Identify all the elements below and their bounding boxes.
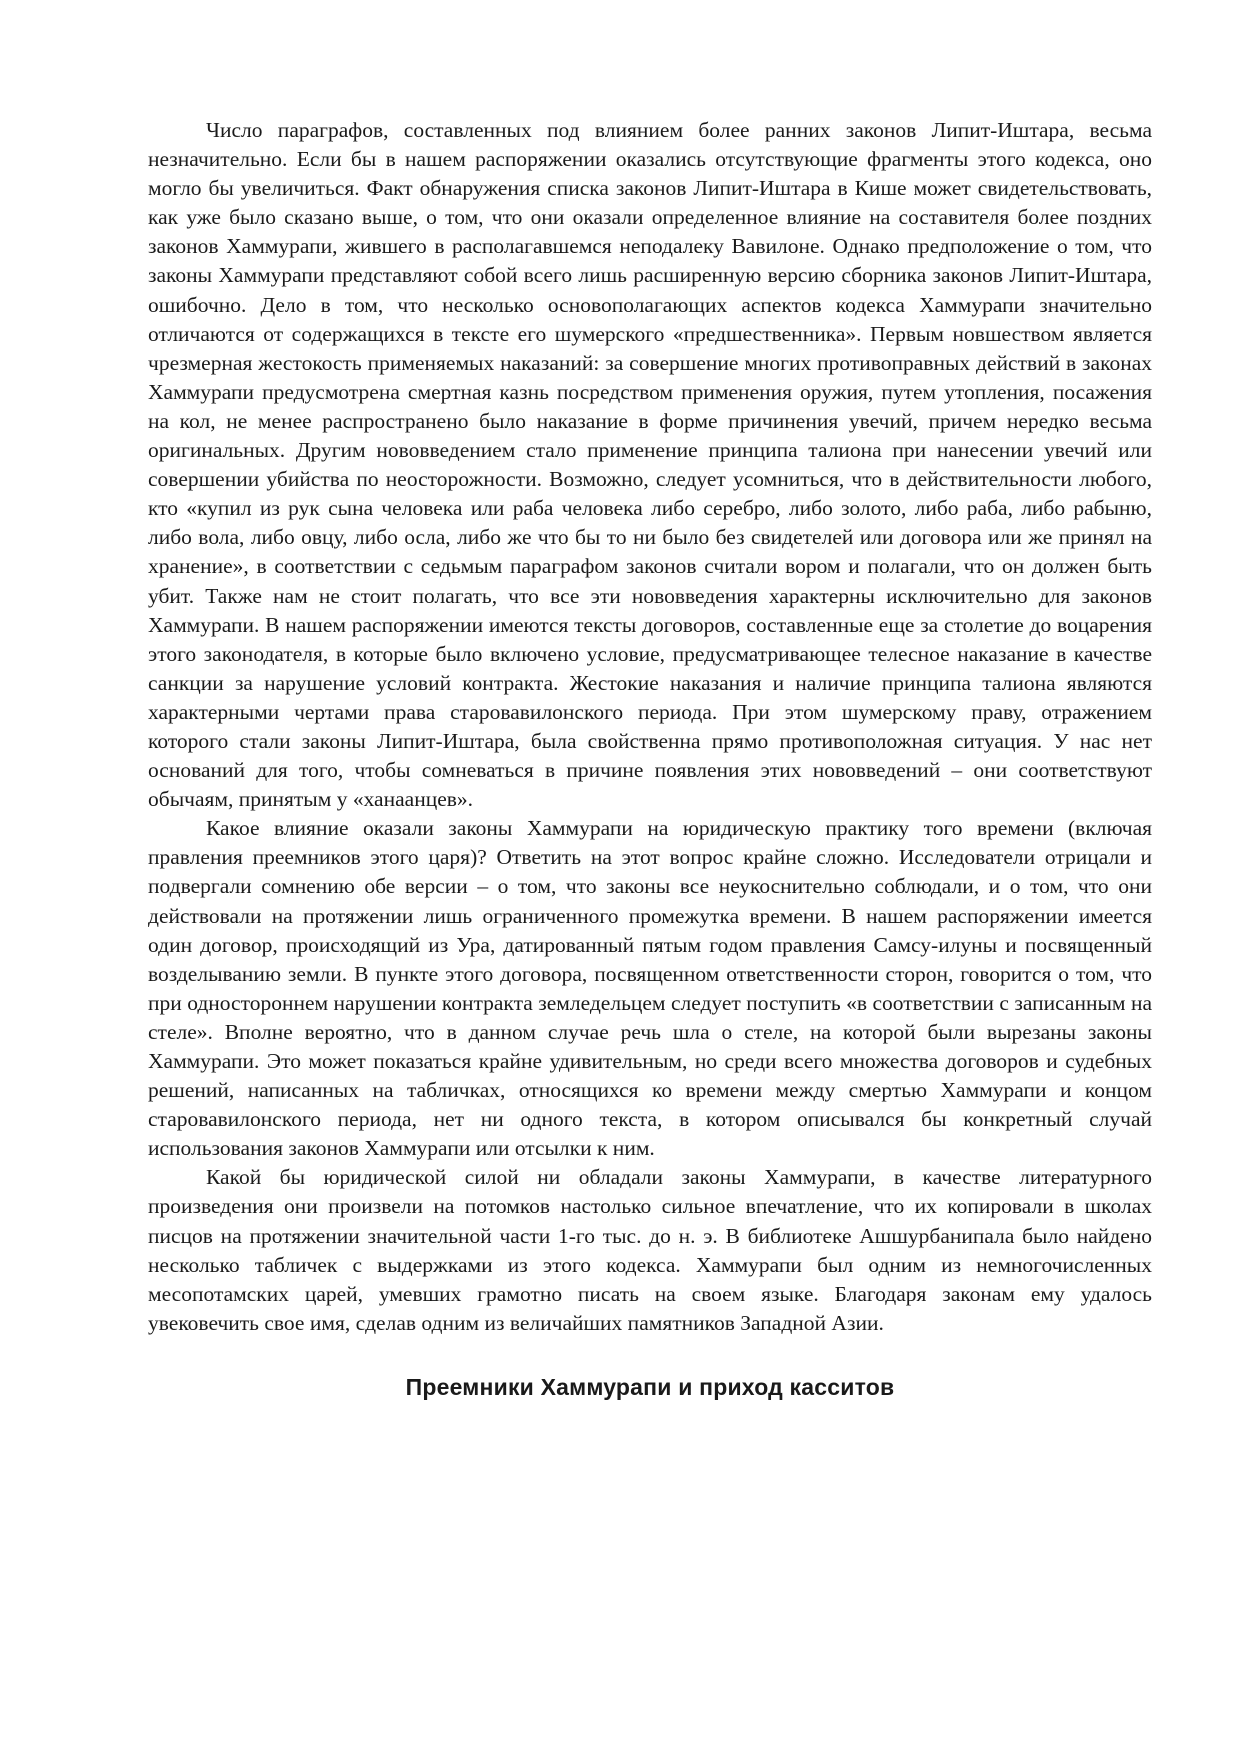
paragraph-literary-legacy: Какой бы юридической силой ни обладали законы Хаммурапи, в качестве литературного произведения они произвели на потомков настолько сильное впечатление, что их копировали в школах писцов на протяжении значительной части 1-го тыс. до н. э. В библиотеке Ашшурбанипала было найдено несколько табличек с выдержками из этого кодекса. Хаммурапи был одним из немногочисленных месопотамских царей, умевших грамотно писать на своем языке. Благодаря законам ему удалось увековечить свое имя, сделав одним из величайших памятников Западной Азии. — [148, 1165, 1152, 1335]
section-heading: Преемники Хаммурапи и приход касситов — [405, 1373, 895, 1400]
paragraph-legal-practice: Какое влияние оказали законы Хаммурапи на юридическую практику того времени (включая правления преемников этого царя)? Ответить на этот вопрос крайне сложно. Исследователи отрицали и подвергали сомнению обе версии – о том, что законы все неукоснительно соблюдали, и о том, что они действовали на протяжении лишь ограниченного промежутка времени. В нашем распоряжении имеется один договор, происходящий из Ура, датированный пятым годом правления Самсу-илуны и посвященный возделыванию земли. В пункте этого договора, посвященном ответственности сторон, говорится о том, что при одностороннем нарушении контракта земледельцем следует поступить «в соответствии с записанным на стеле». Вполне вероятно, что в данном случае речь шла о стеле, на которой были вырезаны законы Хаммурапи. Это может показаться крайне удивительным, но среди всего множества договоров и судебных решений, написанных на табличках, относящихся ко времени между смертью Хаммурапи и концом старовавилонского периода, нет ни одного текста, в котором описывался бы конкретный случай использования законов Хаммурапи или отсылки к ним. — [148, 816, 1152, 1161]
paragraph-lipit-ishtar-influence: Число параграфов, составленных под влиянием более ранних законов Липит-Иштара, весьма незначительно. Если бы в нашем распоряжении оказались отсутствующие фрагменты этого кодекса, оно могло бы увеличиться. Факт обнаружения списка законов Липит-Иштара в Кише может свидетельствовать, как уже было сказано выше, о том, что они оказали определенное влияние на составителя более поздних законов Хаммурапи, жившего в располагавшемся неподалеку Вавилоне. Однако предположение о том, что законы Хаммурапи представляют собой всего лишь расширенную версию сборника законов Липит-Иштара, ошибочно. Дело в том, что несколько основополагающих аспектов кодекса Хаммурапи значительно отличаются от содержащихся в тексте его шумерского «предшественника». Первым новшеством является чрезмерная жестокость применяемых наказаний: за совершение многих противоправных действий в законах Хаммурапи предусмотрена смертная казнь посредством применения оружия, путем утопления, посажения на кол, не менее распространено было наказание в форме причинения увечий, причем нередко весьма оригинальных. Другим нововведением стало применение принципа талиона при нанесении увечий или совершении убийства по неосторожности. Возможно, следует усомниться, что в действительности любого, кто «купил из рук сына человека или раба человека либо серебро, либо золото, либо раба, либо рабыню, либо вола, либо овцу, либо осла, либо же что бы то ни было без свидетелей или договора или же принял на хранение», в соответствии с седьмым параграфом законов считали вором и полагали, что он должен быть убит. Также нам не стоит полагать, что все эти нововведения характерны исключительно для законов Хаммурапи. В нашем распоряжении имеются тексты договоров, составленные еще за столетие до воцарения этого законодателя, в которые было включено условие, предусматривающее телесное наказание в качестве санкции за нарушение условий контракта. Жестокие наказания и наличие принципа талиона являются характерными чертами права старовавилонского периода. При этом шумерскому праву, отражением которого стали законы Липит-Иштара, была свойственна прямо противоположная ситуация. У нас нет оснований для того, чтобы сомневаться в причине появления этих нововведений – они соответствуют обычаям, принятым у «ханаанцев». — [148, 118, 1152, 812]
document-page — [148, 116, 1152, 1401]
